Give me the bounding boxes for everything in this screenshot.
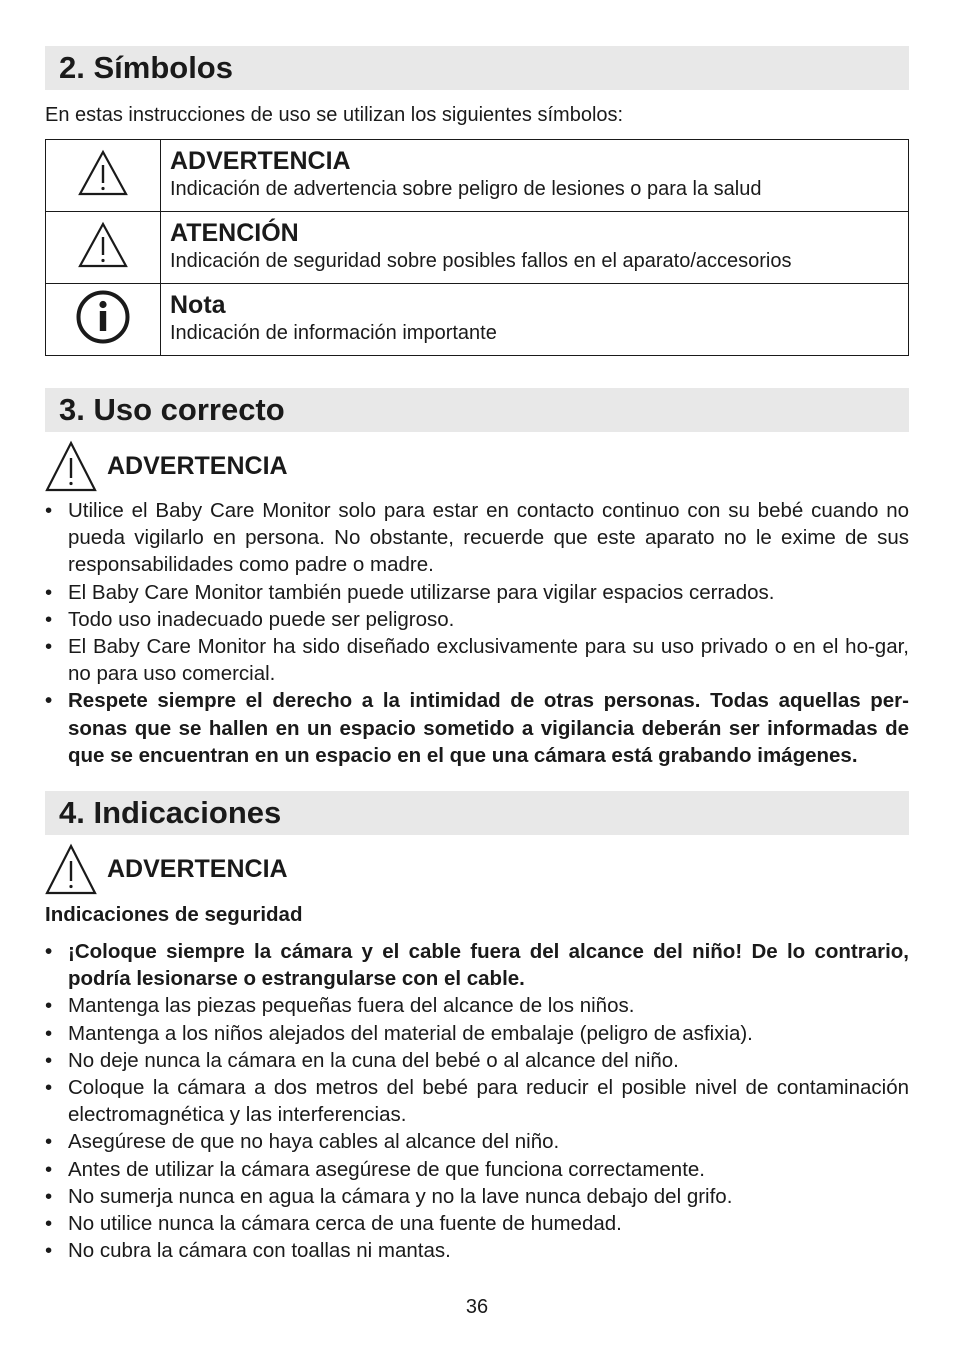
list-item: • Antes de utilizar la cámara asegúrese de que funciona correctamente. [45,1156,909,1183]
warning-label: ADVERTENCIA [107,855,288,883]
list-item: • No utilice nunca la cámara cerca de una fuente de humedad. [45,1210,909,1237]
warning-triangle-icon [77,149,129,197]
symbol-description: Indicación de advertencia sobre peligro de lesiones o para la salud [170,178,762,200]
warning-label: ADVERTENCIA [107,452,288,480]
symbol-row-advertencia [46,140,909,212]
symbol-title: ADVERTENCIA [170,147,351,175]
symbol-description: Indicación de seguridad sobre posibles fallos en el aparato/accesorios [170,250,792,272]
list-item: • Mantenga a los niños alejados del material de embalaje (peligro de asfixia). [45,1020,909,1047]
symbols-intro: En estas instrucciones de uso se utilizan los siguientes símbolos: [45,104,624,126]
section-heading-indicaciones: 4. Indicaciones [45,791,909,835]
uso-correcto-list [45,497,909,769]
list-item: • Asegúrese de que no haya cables al alcance del niño. [45,1128,909,1155]
list-item: • El Baby Care Monitor también puede utilizarse para vigilar espacios cerrados. [45,579,909,606]
symbol-row-atencion [46,212,909,284]
list-item: • No sumerja nunca en agua la cámara y no la lave nunca debajo del grifo. [45,1183,909,1210]
list-item: • El Baby Care Monitor ha sido diseñado exclusivamente para su uso privado o en el ho-gar, no para uso comercial. [45,633,909,687]
section-heading-uso-correcto: 3. Uso correcto [45,388,909,432]
symbols-table [45,139,909,356]
symbol-description: Indicación de información importante [170,322,497,344]
symbol-title: Nota [170,291,226,319]
section-heading-simbolos: 2. Símbolos [45,46,909,90]
page-number: 36 [465,1296,489,1318]
indicaciones-list [45,938,909,1264]
list-item: • Respete siempre el derecho a la intimidad de otras personas. Todas aquellas per-sonas que se hallen en un espacio sometido a vigilancia deberán ser informadas de que se encuentran en un espacio en el que una cámara está grabando imágenes. [45,687,909,769]
symbol-text-cell [161,284,909,356]
symbol-text-cell [161,140,909,212]
list-item: • No deje nunca la cámara en la cuna del bebé o al alcance del niño. [45,1047,909,1074]
symbol-icon-cell [46,140,161,212]
list-item: • Coloque la cámara a dos metros del bebé para reducir el posible nivel de contaminación electromagnética y las interferencias. [45,1074,909,1128]
list-item: • Mantenga las piezas pequeñas fuera del alcance de los niños. [45,992,909,1019]
warning-triangle-icon [45,843,97,895]
subheading-indicaciones-seguridad: Indicaciones de seguridad [45,903,303,926]
symbol-row-nota [46,284,909,356]
symbol-text-cell [161,212,909,284]
list-item: • ¡Coloque siempre la cámara y el cable fuera del alcance del niño! De lo contrario, podría lesionarse o estrangularse con el cable. [45,938,909,992]
symbol-icon-cell [46,284,161,356]
warning-triangle-icon [45,440,97,492]
list-item: • No cubra la cámara con toallas ni mantas. [45,1237,909,1264]
list-item: • Utilice el Baby Care Monitor solo para estar en contacto continuo con su bebé cuando no pueda vigilarlo en persona. No obstante, recuerde que este aparato no le exime de sus responsabilidades como padre o madre. [45,497,909,579]
symbol-title: ATENCIÓN [170,219,299,247]
list-item: • Todo uso inadecuado puede ser peligroso. [45,606,909,633]
symbol-icon-cell [46,212,161,284]
info-icon [75,289,131,345]
warning-triangle-icon [77,221,129,269]
